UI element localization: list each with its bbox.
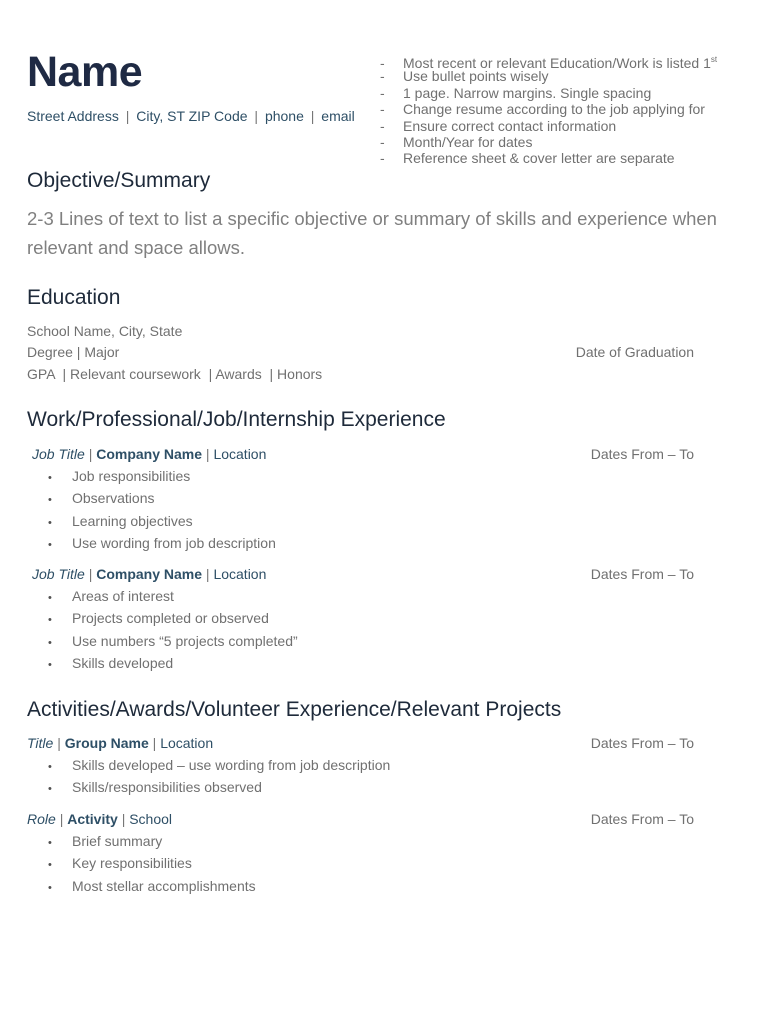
activity-entry-header: Role | Activity | School (27, 811, 173, 827)
company-name: Company Name (96, 566, 203, 582)
separator: | (254, 108, 259, 124)
list-item: • Skills developed – use wording from job description (48, 757, 391, 773)
email: email (321, 108, 355, 124)
activity-title: Title (27, 735, 54, 751)
school-name: School Name, City, State (27, 323, 183, 339)
list-item: • Learning objectives (48, 512, 193, 529)
tip-item: - Change resume according to the job applying for (380, 101, 705, 118)
location: Location (160, 735, 214, 751)
list-item: • Brief summary (48, 833, 163, 849)
location: Location (213, 446, 267, 462)
list-item: • Observations (48, 490, 155, 507)
activity-dates: Dates From – To (590, 811, 694, 827)
list-item: • Skills/responsibilities observed (48, 779, 262, 796)
tip-item: - Use bullet points wisely (380, 68, 549, 85)
list-item: • Projects completed or observed (48, 610, 269, 627)
tip-item: - Most recent or relevant Education/Work is listed 1st (380, 55, 718, 71)
objective-heading: Objective/Summary (27, 169, 211, 192)
list-item: • Use numbers “5 projects completed” (48, 632, 298, 649)
separator: | (310, 108, 315, 124)
gpa-line: GPA | Relevant coursework | Awards | Honors (27, 366, 323, 382)
activity-bullets (48, 830, 256, 897)
tip-item: - Month/Year for dates (380, 133, 533, 150)
objective-text: 2-3 Lines of text to list a specific objective or summary of skills and experience when relevant and space allows. (27, 208, 717, 258)
job-title: Job Title (32, 446, 85, 462)
activity-entry-header: Title | Group Name | Location (27, 735, 214, 751)
company-name: Company Name (96, 446, 203, 462)
degree-major: Degree | Major (27, 344, 120, 360)
location: Location (213, 566, 267, 582)
tips-list (380, 52, 717, 167)
city-state-zip: City, ST ZIP Code (136, 108, 248, 124)
graduation-date: Date of Graduation (575, 344, 694, 360)
phone: phone (264, 108, 304, 124)
tip-item: - 1 page. Narrow margins. Single spacing (380, 84, 652, 101)
tip-item: - Reference sheet & cover letter are separate (380, 150, 675, 167)
group-name: Group Name (64, 735, 149, 751)
separator: | (125, 108, 130, 124)
activity-name: Activity (67, 811, 118, 827)
list-item: • Skills developed (48, 654, 174, 671)
work-bullets (48, 465, 276, 554)
job-title: Job Title (32, 566, 85, 582)
name-title: Name (27, 48, 143, 96)
role-title: Role (27, 811, 56, 827)
list-item: • Key responsibilities (48, 855, 192, 872)
list-item: • Job responsibilities (48, 468, 191, 484)
contact-line (27, 108, 355, 124)
activities-heading: Activities/Awards/Volunteer Experience/Relevant Projects (27, 698, 562, 721)
list-item: • Areas of interest (48, 588, 174, 604)
street-address: Street Address (27, 108, 119, 124)
activity-bullets (48, 754, 390, 799)
list-item: • Use wording from job description (48, 534, 276, 551)
work-entry-header: Job Title | Company Name | Location (32, 566, 267, 582)
location: School (129, 811, 173, 827)
work-bullets (48, 585, 298, 674)
work-heading: Work/Professional/Job/Internship Experience (27, 408, 446, 431)
list-item: • Most stellar accomplishments (48, 877, 256, 894)
activity-dates: Dates From – To (590, 735, 694, 751)
work-dates: Dates From – To (590, 446, 694, 462)
tip-item: - Ensure correct contact information (380, 117, 617, 134)
education-heading: Education (27, 286, 121, 309)
work-dates: Dates From – To (590, 566, 694, 582)
work-entry-header: Job Title | Company Name | Location (32, 446, 267, 462)
